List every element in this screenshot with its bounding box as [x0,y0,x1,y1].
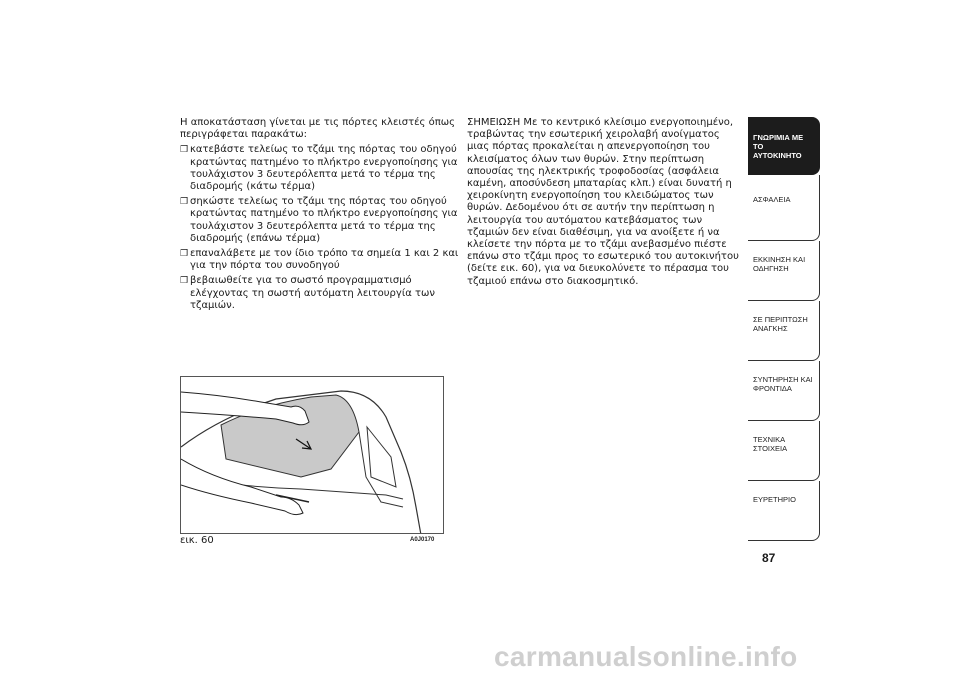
right-column [467,117,742,291]
list-item-text: επαναλάβετε με τον ίδιο τρόπο τα σημεία 1 και 2 και για την πόρτα του συνοδηγού [190,248,459,272]
checkbox-bullet-icon: ❒ [180,197,189,208]
checkbox-bullet-icon: ❒ [180,276,189,287]
tab-label: ΣΕ ΠΕΡΙΠΤΩΣΗ ΑΝΑΓΚΗΣ [753,315,808,333]
door-window-illustration [180,376,444,534]
tab-emergency[interactable] [748,301,820,361]
note-paragraph: ΣΗΜΕΙΩΣΗ Με το κεντρικό κλείσιμο ενεργοποιημένο, τραβώντας την εσωτερική χειρολαβή ανοίγματος μιας πόρτας προκαλείται η απενεργοποίηση του κλεισίματος όλων των θυρών. Στην περίπτωση απουσίας της ηλεκτρικής τροφοδοσίας (ασφάλεια καμένη, αποσύνδεση μπαταρίας κλπ.) είναι δυνατή η χειροκίνητη ενεργοποίηση του κλειδώματος των θυρών. Δεδομένου ότι σε αυτήν την περίπτωση η λειτουργία του αυτόματου κατεβάσματος των τζαμιών δεν είναι διαθέσιμη, για να ανοίξετε ή να κλείσετε την πόρτα με το τζάμι ανεβασμένο πιέστε επάνω στο τζάμι προς το εσωτερικό του αυτοκινήτου (δείτε εικ. 60), για να διευκολύνετε το πέρασμα του τζαμιού επάνω στο διακοσμητικό. [467,117,739,287]
tab-label: ΓΝΩΡΙΜΙΑ ΜΕ ΤΟ ΑΥΤΟΚΙΝΗΤΟ [753,133,804,160]
list-item [180,144,460,193]
checkbox-bullet-icon: ❒ [180,145,189,156]
list-item-text: κατεβάστε τελείως το τζάμι της πόρτας του οδηγού κρατώντας πατημένο το πλήκτρο ενεργοποίησης για τουλάχιστον 3 δευτερόλεπτα μετά το τέρμα της διαδρομής (κάτω τέρμα) [190,144,458,193]
figure-caption: εικ. 60 [180,535,214,546]
tab-maintenance[interactable] [748,361,820,421]
tab-label: ΤΕΧΝΙΚΑ ΣΤΟΙΧΕΙΑ [753,435,788,453]
tab-safety[interactable] [748,175,820,241]
left-column [180,117,460,315]
checkbox-bullet-icon: ❒ [180,249,189,260]
tab-label: ΕΥΡΕΤΗΡΙΟ [753,495,796,504]
list-item [180,275,460,312]
intro-paragraph: Η αποκατάσταση γίνεται με τις πόρτες κλειστές όπως περιγράφεται παρακάτω: [180,117,455,141]
watermark: carmanualsonline.info [494,641,798,672]
tab-getting-to-know-car[interactable] [748,117,820,175]
list-item-text: σηκώστε τελείως το τζάμι της πόρτας του οδηγού κρατώντας πατημένο το πλήκτρο ενεργοποίησης για τουλάχιστον 3 δευτερόλεπτα μετά το τέρμα της διαδρομής (επάνω τέρμα) [190,196,458,244]
page-number: 87 [762,551,776,565]
tab-label: ΑΣΦΑΛΕΙΑ [753,195,791,204]
tab-index[interactable] [748,481,820,541]
figure-code: A0J0170 [410,537,435,543]
list-item [180,196,460,245]
tab-label: ΕΚΚΙΝΗΣΗ ΚΑΙ ΟΔΗΓΗΣΗ [753,255,806,273]
car-door-drawing [181,377,444,534]
list-item [180,248,460,272]
tab-label: ΣΥΝΤΗΡΗΣΗ ΚΑΙ ΦΡΟΝΤΙΔΑ [753,375,813,393]
chapter-tabs [748,117,820,541]
tab-starting-driving[interactable] [748,241,820,301]
list-item-text: βεβαιωθείτε για το σωστό προγραμματισμό ελέγχοντας τη σωστή αυτόματη λειτουργία των τζαμιών. [190,275,435,311]
tab-technical-data[interactable] [748,421,820,481]
